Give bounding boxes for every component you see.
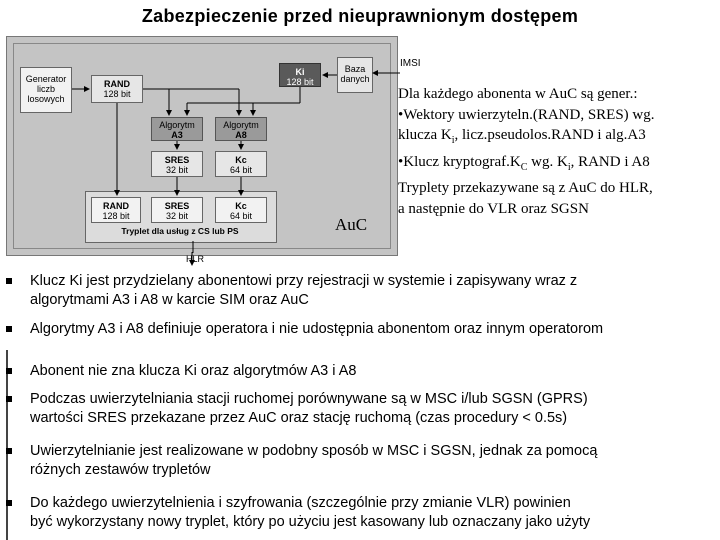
bullet-marker: [6, 396, 12, 402]
bullet-marker: [6, 326, 12, 332]
bullet-2-line-1: Algorytmy A3 i A8 definiuje operatora i nie udostępnia abonentom oraz innym operatorom: [30, 321, 604, 337]
kc-mid-name: Kc: [235, 155, 247, 165]
bullet-text: [30, 362, 690, 381]
bullet-marker: [6, 278, 12, 284]
bullet-text: [30, 442, 690, 480]
bullet-marker: [6, 500, 12, 506]
sres-bot-name: SRES: [164, 201, 190, 211]
ki-bits: 128 bit: [286, 77, 314, 87]
auc-diagram: [6, 36, 398, 256]
bullet-text: [30, 494, 690, 532]
bullet-4-line-1: Podczas uwierzytelniania stacji ruchomej porównywane są w MSC i/lub SGSN (GPRS): [30, 391, 588, 407]
alg-a3-line-1: Algorytm: [159, 120, 195, 130]
triplet-label: Tryplet dla usług z CS lub PS: [121, 226, 239, 236]
desc-line-3-b: , licz.pseudolos.RAND i alg.A3: [454, 127, 646, 143]
desc-line-1: Dla każdego abonenta w AuC są gener.:: [398, 86, 638, 102]
desc-line-4-c: , RAND i A8: [570, 153, 650, 170]
diagram-connectors: [7, 37, 397, 255]
desc-line-4-sub1: C: [520, 161, 528, 173]
desc-line-3-sub: i: [451, 135, 455, 146]
auc-label: AuC: [335, 215, 368, 234]
desc-line-2: •Wektory uwierzyteln.(RAND, SRES) wg.: [398, 106, 655, 123]
sres-mid-name: SRES: [164, 155, 190, 165]
bullet-5-line-2: różnych zestawów trypletów: [30, 462, 211, 478]
bullet-marker: [6, 368, 12, 374]
generator-line-1: Generator: [25, 74, 67, 84]
generator-line-3: losowych: [27, 94, 65, 104]
imsi-label: IMSI: [400, 58, 421, 69]
auc-description: [398, 84, 718, 219]
alg-a3-line-2: A3: [171, 130, 183, 140]
left-margin-line: [6, 350, 8, 540]
desc-line-4-b: wg. K: [527, 153, 568, 170]
bullet-3-line-1: Abonent nie zna klucza Ki oraz algorytmów A3 i A8: [30, 363, 357, 379]
bullet-text: [30, 390, 690, 428]
baza-line-1: Baza: [344, 64, 366, 74]
sres-bot-bits: 32 bit: [165, 211, 189, 221]
bullet-6-line-2: być wykorzystany nowy tryplet, który po użyciu jest kasowany lub oznaczany jako użyty: [30, 514, 591, 530]
kc-mid-bits: 64 bit: [229, 165, 253, 175]
bullet-1-line-2: algorytmami A3 i A8 w karcie SIM oraz AuC: [30, 292, 309, 308]
kc-bot-bits: 64 bit: [229, 211, 253, 221]
bullet-text: [30, 320, 690, 339]
desc-line-4: [398, 152, 718, 179]
desc-line-4-a: •Klucz kryptograf.K: [398, 153, 521, 170]
rand-top-bits: 128 bit: [103, 89, 131, 99]
ki-name: Ki: [295, 67, 305, 77]
alg-a8-line-2: A8: [235, 130, 247, 140]
desc-line-3-a: klucza K: [398, 127, 452, 143]
rand-bot-name: RAND: [103, 201, 129, 211]
bullet-1-line-1: Klucz Ki jest przydzielany abonentowi przy rejestracji w systemie i zapisywany wraz z: [30, 273, 578, 289]
desc-line-4-sub2: i: [567, 161, 571, 173]
bullet-5-line-1: Uwierzytelnianie jest realizowane w podobny sposób w MSC i SGSN, jednak za pomocą: [30, 443, 598, 459]
bullet-text: [30, 272, 690, 310]
rand-bot-bits: 128 bit: [102, 211, 130, 221]
imsi-arrow: [372, 68, 402, 78]
hlr-label: HLR: [186, 254, 205, 264]
bullet-4-line-2: wartości SRES przekazane przez AuC oraz stację ruchomą (czas procedury < 0.5s): [30, 410, 568, 426]
alg-a8-line-1: Algorytm: [223, 120, 259, 130]
rand-top-name: RAND: [104, 79, 130, 89]
bullet-marker: [6, 448, 12, 454]
bullet-6-line-1: Do każdego uwierzytelnienia i szyfrowania (szczególnie przy zmianie VLR) powinien: [30, 495, 571, 511]
generator-line-2: liczb: [36, 84, 55, 94]
baza-line-2: danych: [340, 74, 370, 84]
kc-bot-name: Kc: [235, 201, 247, 211]
desc-line-6: a następnie do VLR oraz SGSN: [398, 200, 589, 217]
desc-line-3: [398, 125, 718, 152]
sres-mid-bits: 32 bit: [165, 165, 189, 175]
page-title: Zabezpieczenie przed nieuprawnionym dostępem: [141, 6, 579, 26]
desc-line-5: Tryplety przekazywane są z AuC do HLR,: [398, 180, 653, 196]
